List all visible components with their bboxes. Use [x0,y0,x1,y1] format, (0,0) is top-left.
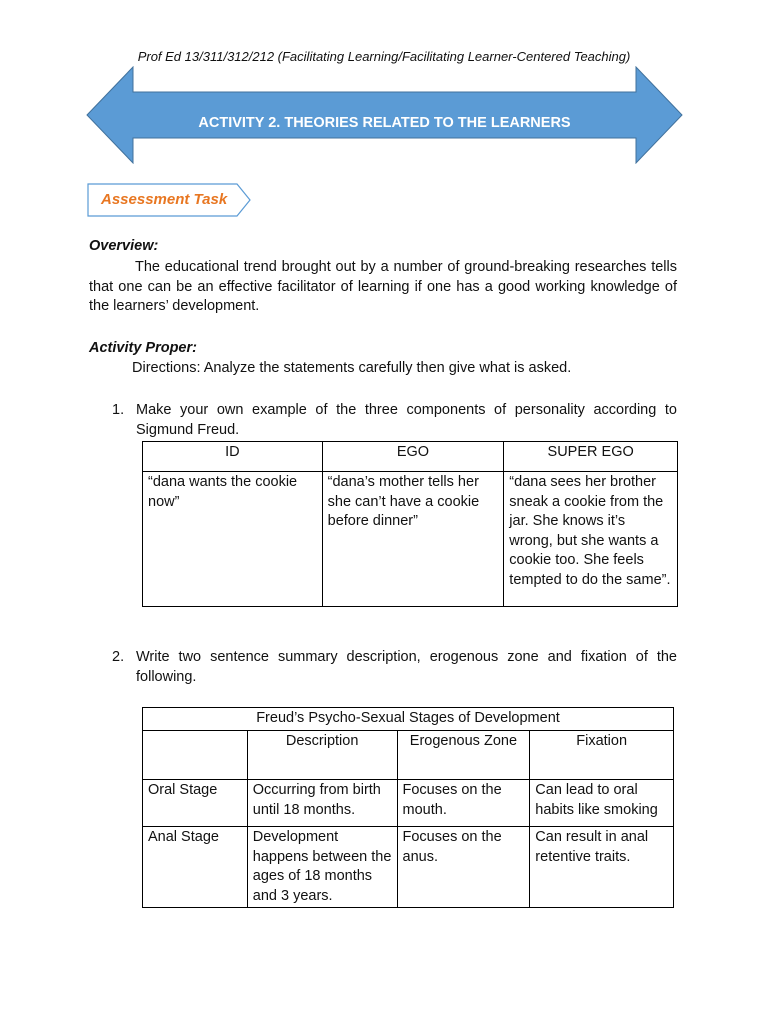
stage-erogenous-zone: Focuses on the anus. [397,827,530,908]
table-header-row [143,731,674,780]
header-fixation: Fixation [530,731,674,780]
item-number: 1. [112,402,125,418]
course-header: Prof Ed 13/311/312/212 (Facilitating Learning/Facilitating Learner-Centered Teaching) [137,49,631,64]
overview-paragraph [89,258,677,317]
item-number: 2. [112,649,125,665]
stage-fixation: Can result in anal retentive traits. [530,827,674,908]
table-row [143,472,678,607]
freud-personality-table [142,441,678,607]
item-text: Make your own example of the three components of personality according to Sigmund Freud. [136,402,677,438]
stage-description: Occurring from birth until 18 months. [247,780,397,827]
activity-heading: Activity Proper: [89,340,197,356]
table-header-row [143,442,678,472]
stage-name: Oral Stage [143,780,248,827]
psychosexual-stages-table [142,707,674,908]
header-blank [143,731,248,780]
header-erogenous-zone: Erogenous Zone [397,731,530,780]
header-id: ID [143,442,323,472]
stage-name: Anal Stage [143,827,248,908]
table-title-row [143,708,674,731]
activity-title: ACTIVITY 2. THEORIES RELATED TO THE LEARNERS [198,115,571,131]
header-description: Description [247,731,397,780]
stage-fixation: Can lead to oral habits like smoking [530,780,674,827]
overview-text: The educational trend brought out by a number of ground-breaking researches tells that one can be an effective facilitator of learning if one has a good working knowledge of the learners’ development. [89,259,677,314]
item-text: Write two sentence summary description, erogenous zone and fixation of the following. [136,649,677,685]
table-row [143,827,674,908]
cell-ego-example: “dana’s mother tells her she can’t have a cookie before dinner” [322,472,504,607]
stages-table-title: Freud’s Psycho-Sexual Stages of Development [143,708,674,731]
cell-super-ego-example: “dana sees her brother sneak a cookie from the jar. She knows it’s wrong, but she wants a cookie too. She feels tempted to do the same”. [504,472,678,607]
header-ego: EGO [322,442,504,472]
stage-description: Development happens between the ages of 18 months and 3 years. [247,827,397,908]
header-super-ego: SUPER EGO [504,442,678,472]
assessment-task-label: Assessment Task [101,191,228,208]
overview-heading: Overview: [89,238,159,254]
table-row [143,780,674,827]
stage-erogenous-zone: Focuses on the mouth. [397,780,530,827]
cell-id-example: “dana wants the cookie now” [143,472,323,607]
directions-text: Directions: Analyze the statements carefully then give what is asked. [132,360,572,376]
